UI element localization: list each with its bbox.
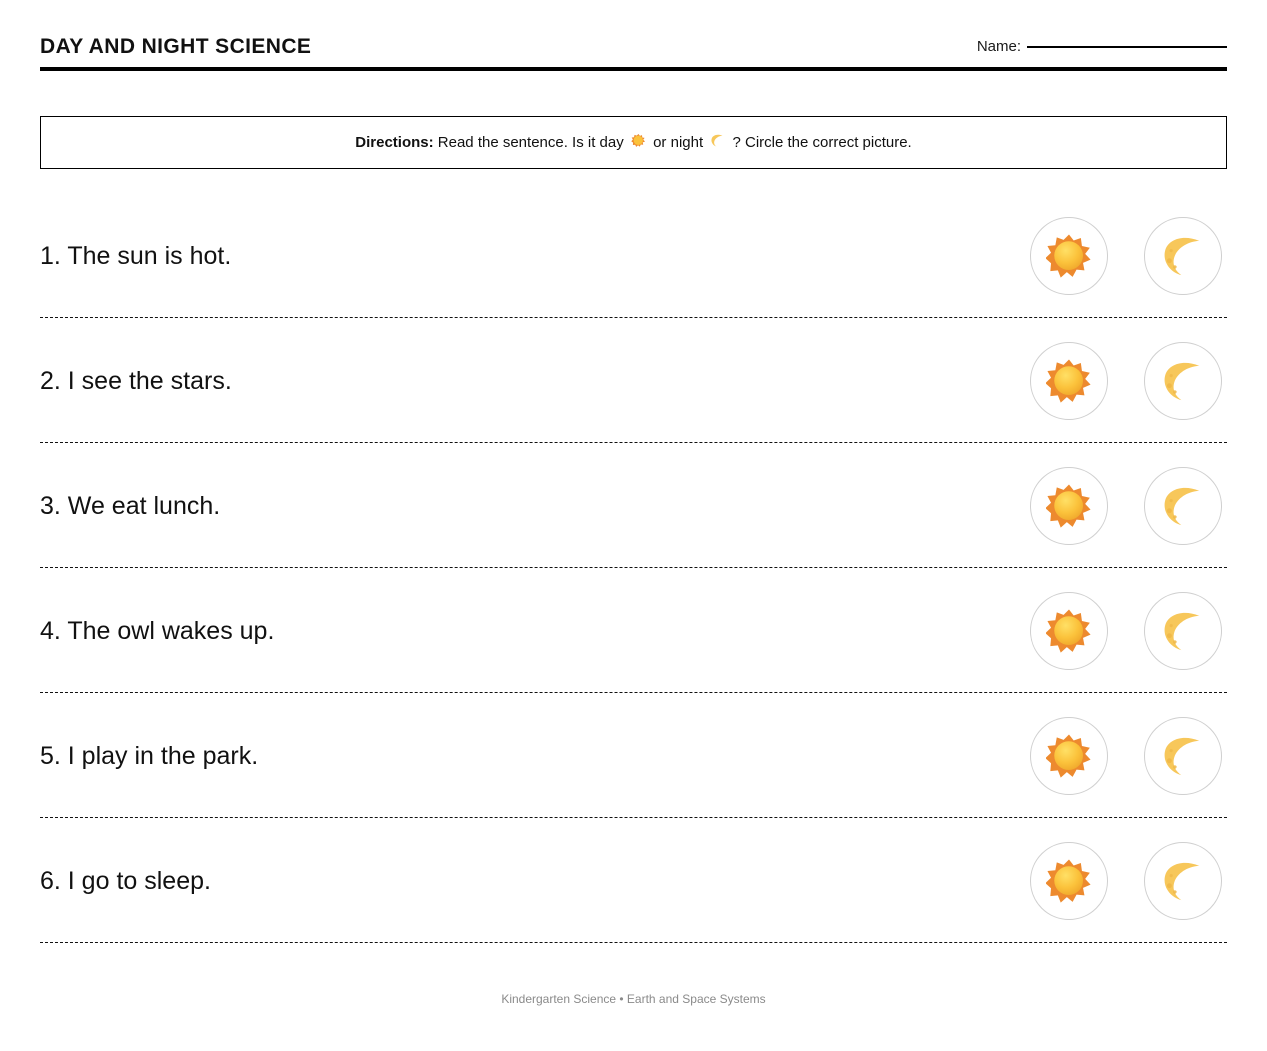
header-divider bbox=[40, 67, 1227, 71]
directions-text-after: ? Circle the correct picture. bbox=[732, 134, 912, 151]
directions-box bbox=[40, 116, 1227, 169]
page-title: DAY AND NIGHT SCIENCE bbox=[40, 35, 312, 58]
answer-choices bbox=[1030, 467, 1227, 545]
day-choice-button[interactable] bbox=[1030, 467, 1108, 545]
directions-text-before: Read the sentence. Is it day bbox=[433, 134, 624, 151]
day-choice-button[interactable] bbox=[1030, 842, 1108, 920]
footer-text: Kindergarten Science • Earth and Space Systems bbox=[501, 992, 766, 1006]
question-row bbox=[40, 693, 1227, 818]
question-list bbox=[40, 193, 1227, 943]
question-text: 3. We eat lunch. bbox=[40, 491, 221, 520]
day-choice-button[interactable] bbox=[1030, 592, 1108, 670]
night-choice-button[interactable] bbox=[1144, 842, 1222, 920]
directions-text bbox=[355, 133, 911, 152]
name-label: Name: bbox=[976, 38, 1021, 55]
question-row bbox=[40, 443, 1227, 568]
question-row bbox=[40, 318, 1227, 443]
question-row bbox=[40, 818, 1227, 943]
night-choice-button[interactable] bbox=[1144, 592, 1222, 670]
answer-choices bbox=[1030, 842, 1227, 920]
moon-emoji-icon bbox=[710, 135, 729, 152]
question-row bbox=[40, 568, 1227, 693]
question-text: 1. The sun is hot. bbox=[40, 241, 232, 270]
question-row bbox=[40, 193, 1227, 318]
question-text: 6. I go to sleep. bbox=[40, 866, 211, 895]
directions-label: Directions: bbox=[355, 134, 434, 151]
answer-choices bbox=[1030, 342, 1227, 420]
day-choice-button[interactable] bbox=[1030, 217, 1108, 295]
night-choice-button[interactable] bbox=[1144, 217, 1222, 295]
sun-emoji-icon bbox=[631, 135, 650, 152]
answer-choices bbox=[1030, 217, 1227, 295]
night-choice-button[interactable] bbox=[1144, 467, 1222, 545]
name-input-line[interactable] bbox=[1027, 46, 1227, 48]
day-choice-button[interactable] bbox=[1030, 342, 1108, 420]
directions-text-between: or night bbox=[653, 134, 704, 151]
question-text: 2. I see the stars. bbox=[40, 366, 232, 395]
night-choice-button[interactable] bbox=[1144, 342, 1222, 420]
question-text: 4. The owl wakes up. bbox=[40, 616, 275, 645]
answer-choices bbox=[1030, 717, 1227, 795]
worksheet-header bbox=[40, 0, 1227, 65]
night-choice-button[interactable] bbox=[1144, 717, 1222, 795]
name-field-group bbox=[977, 38, 1227, 57]
day-choice-button[interactable] bbox=[1030, 717, 1108, 795]
question-text: 5. I play in the park. bbox=[40, 741, 259, 770]
answer-choices bbox=[1030, 592, 1227, 670]
